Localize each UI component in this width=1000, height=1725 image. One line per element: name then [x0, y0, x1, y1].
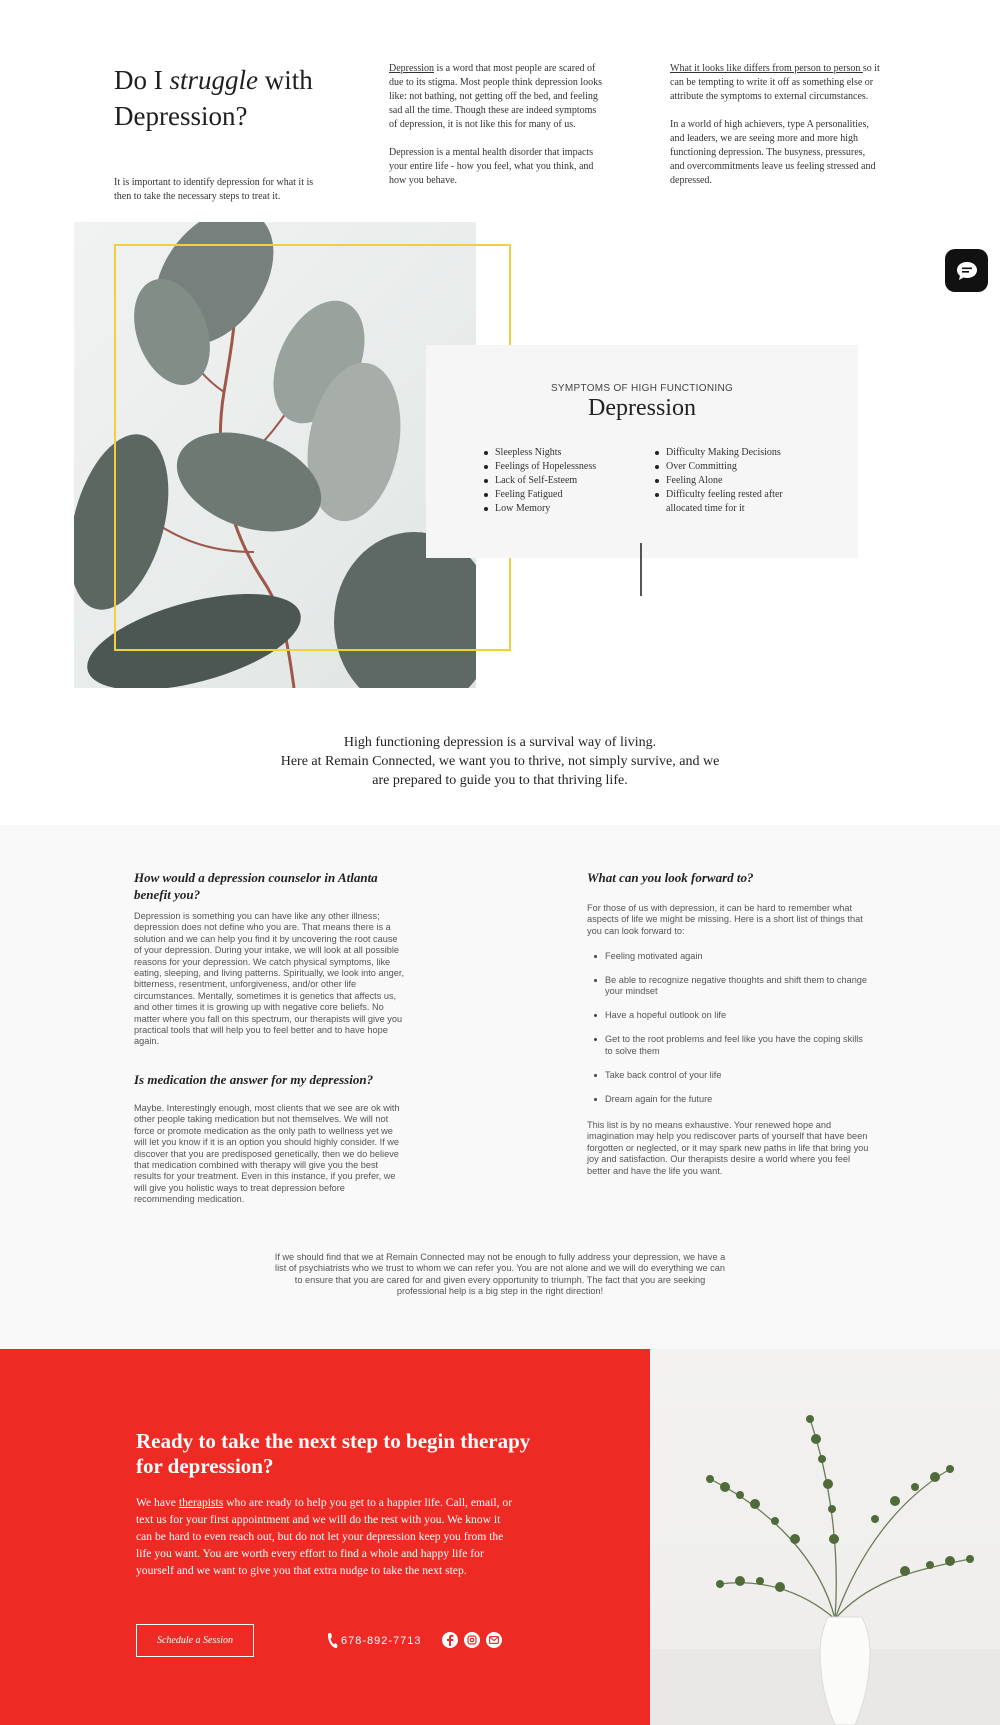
symptoms-title: Depression — [588, 395, 696, 421]
list-item: Be able to recognize negative thoughts and shift them to change your mindset — [592, 975, 872, 998]
depression-link[interactable]: Depression — [389, 63, 434, 74]
question-body: Depression is something you can have like any other illness; depression does not define who you are. That means there is a solution and we can help you find it by uncovering the root cause of your depression. During your intake, we will look at all possible reasons for your depression. We catch physical symptoms, like eating, sleeping, and living patterns. Spiritually, we look into anger, bitterness, resentment, unforgiveness, and/or other life circumstances. Mentally, sometimes it is genetics that affects us, and other times it is growing up with negative core beliefs. No matter where you fall on this spectrum, our therapists will give you practical tools that will help you to feel better and to have hope again. — [134, 911, 405, 1047]
page-title: Do I struggle with Depression? — [114, 65, 313, 131]
symptoms-list-left — [484, 446, 634, 516]
closing-paragraph: If we should find that we at Remain Connected may not be enough to fully address your depression, we have a list of psychiatrists who we trust to whom we can refer you. You are not alone and we will do everything we can to ensure that you are cared for and given every opportunity to triumph. The fact that you are seeking professional help is a big step in the right direction! — [274, 1252, 726, 1297]
list-item: Feelings of Hopelessness — [484, 460, 634, 474]
symptoms-kicker: SYMPTOMS OF HIGH FUNCTIONING — [550, 383, 734, 394]
list-item: Low Memory — [484, 502, 634, 516]
question-heading: What can you look forward to? — [587, 870, 754, 885]
list-item: Feeling motivated again — [592, 951, 872, 962]
therapists-link[interactable]: therapists — [178, 1496, 224, 1509]
list-item: Feeling Alone — [655, 474, 805, 488]
chat-button[interactable] — [945, 249, 988, 292]
info-section — [0, 825, 1000, 1349]
symptoms-card — [426, 345, 858, 558]
phone-icon — [326, 1632, 338, 1650]
question-heading: How would a depression counselor in Atlanta benefit you? — [134, 870, 378, 902]
tagline-line: Here at Remain Connected, we want you to thrive, not simply survive, and we are prepared to guide you to that thriving life. — [280, 754, 720, 788]
social-links — [442, 1632, 502, 1648]
differs-link[interactable]: What it looks like differs from person to person — [670, 63, 863, 74]
tagline — [280, 733, 720, 790]
list-item: Get to the root problems and feel like you have the coping skills to solve them — [592, 1034, 872, 1057]
intro-text: It is important to identify depression for what it is then to take the necessary steps to treat it. — [114, 177, 314, 202]
instagram-icon[interactable] — [464, 1632, 480, 1648]
list-item: Sleepless Nights — [484, 446, 634, 460]
list-item: Difficulty feeling rested after allocated time for it — [655, 488, 805, 516]
chat-icon — [956, 261, 978, 281]
phone-link[interactable] — [326, 1631, 422, 1651]
facebook-icon[interactable] — [442, 1632, 458, 1648]
list-item: Difficulty Making Decisions — [655, 446, 805, 460]
question-body: Maybe. Interestingly enough, most clients that we see are ok with other people taking medication but not themselves. We will not force or promote medication as the only path to wellness yet we will let you know if it is an option you should highly consider. If we discover that you are predisposed genetically, then we do believe that medication combined with therapy will give you the best results for your treatment. Even in this instance, if you prefer, we will give you holistic ways to treat depression before recommending medication. — [134, 1103, 400, 1205]
card-divider — [640, 543, 642, 596]
question-body: This list is by no means exhaustive. Your renewed hope and imagination may help you rediscover parts of yourself that have been forgotten or neglected, or it may spark new paths in life that bring you joy and satisfaction. Our therapists desire a world where you feel better and have the life you want. — [587, 1120, 869, 1176]
list-item: Lack of Self-Esteem — [484, 474, 634, 488]
look-forward-list — [592, 951, 872, 1118]
list-item: Take back control of your life — [592, 1070, 872, 1081]
list-item: Have a hopeful outlook on life — [592, 1010, 872, 1021]
list-item: Over Committing — [655, 460, 805, 474]
intro-paragraph: What it looks like differs from person to person so it can be tempting to write it off as something else or attribute the symptoms to external circumstances. — [670, 63, 880, 102]
vase-plant-image — [650, 1349, 1000, 1725]
list-item: Feeling Fatigued — [484, 488, 634, 502]
tagline-line: High functioning depression is a survival way of living. — [343, 735, 657, 750]
list-item: Dream again for the future — [592, 1094, 872, 1105]
question-heading: Is medication the answer for my depression? — [134, 1072, 374, 1087]
intro-column-right — [670, 62, 880, 188]
intro-column-middle — [389, 62, 607, 188]
symptoms-list-right — [655, 446, 805, 516]
intro-paragraph: Depression is a word that most people are scared of due to its stigma. Most people think depression looks like: not bathing, not getting off the bed, and feeling sad all the time. Though these are indeed symptoms of depression, it is not like this for many of us. — [389, 63, 603, 130]
cta-body: We have therapists who are ready to help you get to a happier life. Call, email, or text us for your first appointment and we will do the rest with you. We know it can be hard to even reach out, but do not let your depression keep you from the life you want. You are worth every effort to find a whole and happy life for yourself and we want to give you that extra nudge to take the next step. — [136, 1496, 513, 1577]
intro-paragraph: In a world of high achievers, type A personalities, and leaders, we are seeing more and more high functioning depression. The busyness, pressures, and overcommitments leave us feeling stressed and depressed. — [670, 119, 876, 186]
cta-section — [0, 1349, 650, 1725]
schedule-session-button[interactable]: Schedule a Session — [136, 1624, 254, 1657]
email-icon[interactable] — [486, 1632, 502, 1648]
phone-number: 678-892-7713 — [341, 1635, 422, 1647]
intro-paragraph: Depression is a mental health disorder that impacts your entire life - how you feel, what you think, and how you behave. — [389, 147, 594, 186]
question-body: For those of us with depression, it can be hard to remember what aspects of life we might be missing. Here is a short list of things that you can look forward to: — [587, 903, 863, 936]
cta-heading: Ready to take the next step to begin therapy for depression? — [136, 1429, 531, 1478]
